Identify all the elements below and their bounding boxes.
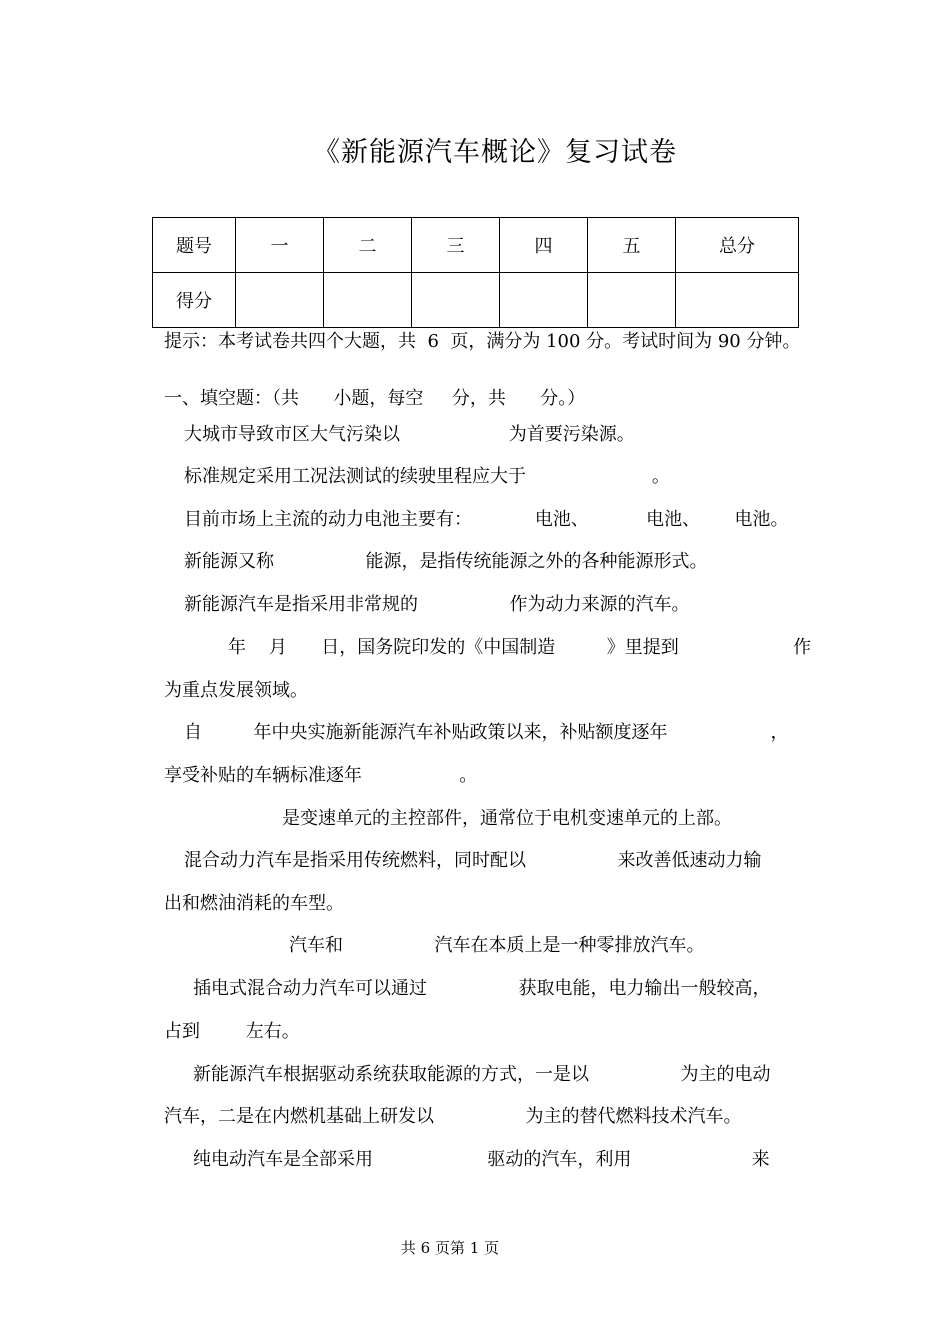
- score-table-header-cell: 五: [588, 218, 676, 273]
- question-line: 混合动力汽车是指采用传统燃料，同时配以 来改善低速动力输: [184, 850, 762, 871]
- score-table-header-row: [153, 218, 799, 273]
- question-line: 自 年中央实施新能源汽车补贴政策以来，补贴额度逐年 ，: [184, 722, 789, 743]
- question-line: 纯电动汽车是全部采用 驱动的汽车，利用 来: [193, 1149, 770, 1170]
- question-line: 汽车和 汽车在本质上是一种零排放汽车。: [289, 935, 705, 956]
- question-line: 新能源又称 能源，是指传统能源之外的各种能源形式。: [184, 551, 708, 572]
- score-row-label: 得分: [153, 273, 236, 328]
- question-line: 占到 左右。: [164, 1021, 300, 1042]
- question-line: 享受补贴的车辆标准逐年 。: [164, 765, 478, 786]
- score-cell: [500, 273, 588, 328]
- score-table-header-cell: 三: [412, 218, 500, 273]
- question-line: 插电式混合动力汽车可以通过 获取电能，电力输出一般较高，: [193, 978, 771, 999]
- score-cell: [324, 273, 412, 328]
- page-footer: 共 6 页第 1 页: [400, 1239, 500, 1257]
- exam-notice: 提示：本考试卷共四个大题，共 6 页，满分为 100 分。考试时间为 90 分钟。: [164, 331, 801, 352]
- score-table-header-cell: 四: [500, 218, 588, 273]
- question-line: 目前市场上主流的动力电池主要有： 电池、 电池、 电池。: [184, 509, 789, 530]
- section-1-heading: 一、填空题：（共 小题，每空 分，共 分。）: [164, 388, 586, 409]
- question-line: 新能源汽车是指采用非常规的 作为动力来源的汽车。: [184, 594, 690, 615]
- score-table: [152, 217, 799, 328]
- question-line: 汽车，二是在内燃机基础上研发以 为主的替代燃料技术汽车。: [164, 1106, 742, 1127]
- score-cell: [676, 273, 799, 328]
- question-line: 新能源汽车根据驱动系统获取能源的方式，一是以 为主的电动: [193, 1064, 771, 1085]
- score-table-header-cell: 题号: [153, 218, 236, 273]
- score-cell: [588, 273, 676, 328]
- question-line: 为重点发展领域。: [164, 680, 308, 701]
- question-line: 出和燃油消耗的车型。: [164, 893, 344, 914]
- score-table-header-cell: 总分: [676, 218, 799, 273]
- score-cell: [412, 273, 500, 328]
- exam-title: 《新能源汽车概论》复习试卷: [313, 137, 677, 168]
- question-line: 标准规定采用工况法测试的续驶里程应大于 。: [184, 466, 670, 487]
- score-cell: [236, 273, 324, 328]
- score-table-score-row: [153, 273, 799, 328]
- question-line: 大城市导致市区大气污染以 为首要污染源。: [184, 424, 635, 445]
- question-line: 年 月 日，国务院印发的《中国制造 》里提到 作: [228, 637, 812, 658]
- question-line: 是变速单元的主控部件，通常位于电机变速单元的上部。: [282, 808, 732, 829]
- score-table-header-cell: 二: [324, 218, 412, 273]
- score-table-header-cell: 一: [236, 218, 324, 273]
